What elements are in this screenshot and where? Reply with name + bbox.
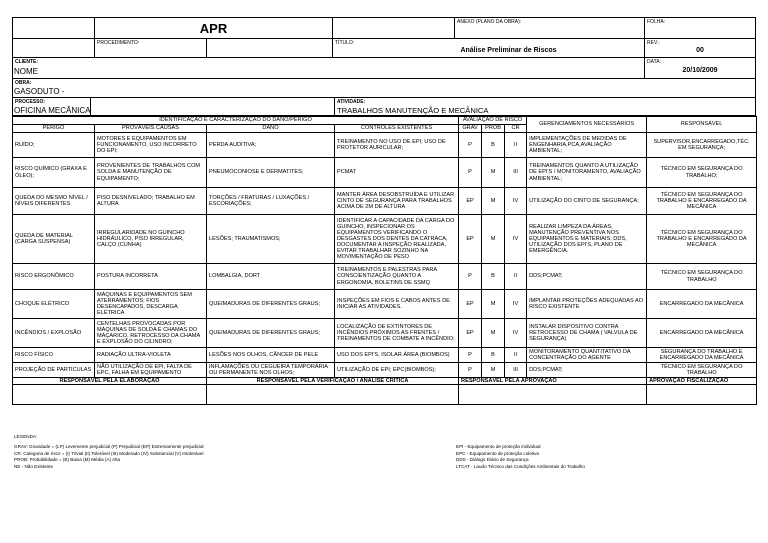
cell-cr: III xyxy=(505,363,527,378)
table-row xyxy=(13,188,757,215)
cell-prob: M xyxy=(482,158,505,188)
cell-gerenciamentos: TREINAMENTOS QUANTO A UTILIZAÇÃO DE EPI'S / MONITORAMENTO, AVALIAÇÃO AMBIENTAL; xyxy=(527,158,647,188)
cell-responsavel: TÉCNICO EM SEGURANÇA DO TRABALHO E ENCARREGADO DA MECÂNICA xyxy=(647,188,757,215)
sig-elaboracao: RESPONSÁVEL PELA ELABORAÇÃO xyxy=(13,378,207,385)
cell-cr: IV xyxy=(505,290,527,319)
cell-responsavel: SUPERVISOR,ENCARREGADO,TÉC. EM SEGURANÇA; xyxy=(647,133,757,158)
cell-grav: EP xyxy=(459,290,482,319)
logo-box xyxy=(13,18,95,39)
legend-title: LEGENDA: xyxy=(14,434,38,439)
legend-item: DDS - Diálogo Diário de Segurança xyxy=(456,457,529,463)
atividade-box xyxy=(335,98,755,116)
cell-prob: B xyxy=(482,348,505,363)
cell-prob: B xyxy=(482,264,505,290)
cell-controles: TREINAMENTO NO USO DE EPI; USO DE PROTETOR AURICULAR; xyxy=(335,133,459,158)
cell-perigo: INCÊNDIOS / EXPLOSÃO xyxy=(13,319,95,348)
cell-cr: IV xyxy=(505,188,527,215)
cell-cr: IV xyxy=(505,319,527,348)
cell-controles: IDENTIFICAR A CAPACIDADE DA CARGA DO GUINCHO, INSPECIONAR OS EQUIPAMENTOS VERIFICANDO O DESGASTES DOS DENTES DA CATRACA, DOCUMENTAR A INSPEÇÃO REALIZADA, EVITAR TRABALHAR SOZINHO NA MOVIMENTAÇÃO DE PESO xyxy=(335,215,459,264)
cell-causas: MOTORES E EQUIPAMENTOS EM FUNCIONAMENTO, USO INCORRETO DO EPI; xyxy=(95,133,207,158)
cliente-label: CLIENTE: xyxy=(15,59,39,65)
cell-prob: M xyxy=(482,188,505,215)
col-causas: PROVÁVEIS CAUSAS xyxy=(95,125,207,133)
table-row xyxy=(13,363,757,378)
cell-cr: II xyxy=(505,264,527,290)
header-row-5 xyxy=(12,98,756,116)
signature-row xyxy=(13,385,757,405)
group-identificacao: IDENTIFICAÇÃO E CARACTERIZAÇÃO DO DANO/PERIGO xyxy=(13,117,459,125)
cell-dano: PERDA AUDITIVA; xyxy=(207,133,335,158)
blank-box xyxy=(333,18,455,39)
cell-dano: TORÇÕES / FRATURAS / LUXAÇÕES / ESCORIAÇÕES; xyxy=(207,188,335,215)
cell-controles: UTILIZAÇÃO DE EPI; EPC(BIOMBOS); xyxy=(335,363,459,378)
cell-causas: POSTURA INCORRETA xyxy=(95,264,207,290)
risk-table xyxy=(12,116,757,405)
anexo-label: ANEXO (PLANO DA OBRA): xyxy=(457,19,522,25)
titulo-value: Análise Preliminar de Riscos xyxy=(460,47,557,54)
rev-label: REV.: xyxy=(647,40,660,46)
cell-prob: M xyxy=(482,215,505,264)
cell-grav: EP xyxy=(459,319,482,348)
anexo-box xyxy=(455,18,645,39)
cell-causas: IRREGULARIDADE NO GUINCHO HIDRÁULICO, PISO IRREGULAR, CALÇO (CUNHA) xyxy=(95,215,207,264)
cell-perigo: RISCO ERGONÔMICO xyxy=(13,264,95,290)
cell-gerenciamentos: UTILIZAÇÃO DO CINTO DE SEGURANÇA; xyxy=(527,188,647,215)
cell-causas: NÃO UTILIZAÇÃO DE EPI, FALTA DE EPC, FALHA EM EQUIPAMENTO xyxy=(95,363,207,378)
table-row xyxy=(13,133,757,158)
table-row xyxy=(13,348,757,363)
cell-cr: II xyxy=(505,348,527,363)
cell-prob: M xyxy=(482,319,505,348)
cell-controles: LOCALIZAÇÃO DE EXTINTORES DE INCÊNDIOS PRÓXIMOS AS FRENTES / TREINAMENTOS DE COMBATE A INCÊNDIO; xyxy=(335,319,459,348)
cell-prob: B xyxy=(482,133,505,158)
sig-aprovacao: RESPONSÁVEL PELA APROVAÇÃO xyxy=(459,378,647,385)
title-box xyxy=(95,18,333,39)
cell-responsavel: TÉCNICO EM SEGURANÇA DO TRABALHO; xyxy=(647,158,757,188)
col-grav: GRAV xyxy=(459,125,482,133)
processo-box xyxy=(13,98,91,116)
folha-label: FOLHA: xyxy=(647,19,666,25)
logo-box-lower xyxy=(13,39,95,58)
cell-controles: INSPEÇÕES EM FIOS E CABOS ANTES DE INICIAR AS ATIVIDADES. xyxy=(335,290,459,319)
cell-grav: P xyxy=(459,158,482,188)
table-row xyxy=(13,215,757,264)
cell-perigo: QUEDA DO MESMO NÍVEL / NÍVEIS DIFERENTES xyxy=(13,188,95,215)
cell-causas: CENTELHAS PROVOCADAS POR MÁQUINAS DE SOLDA E CHAMAS DO MAÇARICO, RETROCESSO DA CHAMA E EXPLOSÃO DO CILINDRO; xyxy=(95,319,207,348)
processo-label: PROCESSO: xyxy=(15,99,46,105)
sig-aprovacao-field[interactable] xyxy=(459,385,647,405)
table-row xyxy=(13,264,757,290)
cell-responsavel: ENCARREGADO DA MECÂNICA xyxy=(647,319,757,348)
cell-controles: TREINAMENTOS E PALESTRAS PARA CONSCIENTIZAÇÃO QUANTO A ERGONOMIA, BOLETINS DE SSMQ xyxy=(335,264,459,290)
folha-box xyxy=(645,18,755,39)
cell-responsavel: SEGURANÇA DO TRABALHO E ENCARREGADO DA MECÂNICA xyxy=(647,348,757,363)
cell-dano: LESÕES; TRAUMATISMOS; xyxy=(207,215,335,264)
cell-dano: LESÕES NOS OLHOS, CÂNCER DE PELE xyxy=(207,348,335,363)
legend-right xyxy=(456,444,756,471)
cell-perigo: RISCO QUÍMICO (GRAXA E ÓLEO); xyxy=(13,158,95,188)
cell-gerenciamentos: DDS;PCMAT; xyxy=(527,264,647,290)
procedimento-box xyxy=(95,39,207,58)
table-group-header xyxy=(13,117,757,125)
cell-gerenciamentos: MONITORAMENTO QUANTITATIVO DA CONCENTRAÇÃO DO AGENTE xyxy=(527,348,647,363)
cell-responsavel: TÉCNICO EM SEGURANÇA DO TRABALHO xyxy=(647,363,757,378)
legend-item: LTCAT - Laudo Técnico das Condições Ambientais do Trabalho xyxy=(456,464,585,470)
cell-prob: M xyxy=(482,363,505,378)
cell-causas: MÁQUINAS E EQUIPAMENTOS SEM ATERRAMENTOS; FIOS DESENCAPADOS, DESCARGA ELÉTRICA xyxy=(95,290,207,319)
cell-grav: P xyxy=(459,348,482,363)
legend-item: NE - Não Existente xyxy=(14,464,54,470)
cliente-value: NOME xyxy=(14,67,38,76)
cell-controles: PCMAT xyxy=(335,158,459,188)
col-controles: CONTROLES EXISTENTES xyxy=(335,125,459,133)
cell-perigo: RUÍDO; xyxy=(13,133,95,158)
rev-box xyxy=(645,39,755,58)
cell-cr: III xyxy=(505,158,527,188)
table-row xyxy=(13,158,757,188)
cell-gerenciamentos: REALIZAR LIMPEZA DA ÁREAS, MANUTENÇÃO PREVENTIVA NOS EQUIPAMENTOS E MATERIAIS; DDS, UTILIZAÇÃO DOS EPI'S, PLANO DE EMERGÊNCIA. xyxy=(527,215,647,264)
cell-dano: QUEIMADURAS DE DIFERENTES GRAUS; xyxy=(207,319,335,348)
rev-value: 00 xyxy=(696,47,704,54)
obra-label: OBRA: xyxy=(15,80,32,86)
legend-item: PROB: Probabilidade = (B) Baixa (M) Média (A) Alta xyxy=(14,457,121,463)
sig-fiscalizacao: APROVAÇÃO FISCALIZAÇÃO xyxy=(647,378,757,385)
col-cr: CR xyxy=(505,125,527,133)
cliente-box xyxy=(13,58,645,79)
cell-causas: PISO DESNIVELADO; TRABALHO EM ALTURA xyxy=(95,188,207,215)
cell-responsavel: TÉCNICO EM SEGURANÇA DO TRABALHO xyxy=(647,264,757,290)
cell-dano: LOMBALGIA, DORT xyxy=(207,264,335,290)
legend-item: EPI - Equipamento de proteção individual xyxy=(456,444,541,449)
sig-elaboracao-field[interactable] xyxy=(13,385,207,405)
header-row-1 xyxy=(12,17,756,39)
table-row xyxy=(13,290,757,319)
legend-item: GRAV: Gravidade = (LP) Levemente prejudicial (P) Prejudicial (EP) Extremamente prejudicial xyxy=(14,444,204,449)
atividade-value: TRABALHOS MANUTENÇÃO E MECÂNICA xyxy=(337,106,489,115)
col-perigo: PERIGO xyxy=(13,125,95,133)
cell-dano: PNEUMOCONIOSE E DERMATITES; xyxy=(207,158,335,188)
cell-grav: P xyxy=(459,363,482,378)
titulo-label: TÍTULO: xyxy=(335,40,355,46)
titulo-box xyxy=(333,39,645,58)
obra-box xyxy=(13,79,755,98)
cell-perigo: PROJEÇÃO DE PARTÍCULAS xyxy=(13,363,95,378)
cell-grav: P xyxy=(459,133,482,158)
col-responsavel: RESPONSÁVEL xyxy=(647,117,757,133)
cell-grav: EP xyxy=(459,188,482,215)
cell-causas: RADIAÇÃO ULTRA-VIOLETA xyxy=(95,348,207,363)
apr-form xyxy=(12,17,756,470)
cell-responsavel: TÉCNICO EM SEGURANÇA DO TRABALHO E ENCARREGADO DA MECÂNICA xyxy=(647,215,757,264)
sig-verificacao: RESPONSÁVEL PELA VERIFICAÇÃO / ANÁLISE CRÍTICA xyxy=(207,378,459,385)
header-row-4 xyxy=(12,79,756,98)
cell-cr: IV xyxy=(505,215,527,264)
procedimento-value-box xyxy=(207,39,333,58)
cell-perigo: CHOQUE ELÉTRICO xyxy=(13,290,95,319)
cell-dano: INFLAMAÇÕES OU CEGUEIRA TEMPORÁRIA OU PERMANENTE NOS OLHOS; xyxy=(207,363,335,378)
cell-grav: P xyxy=(459,264,482,290)
data-value: 20/10/2009 xyxy=(682,67,718,74)
cell-controles: MANTER ÁREA DESOBSTRUÍDA E UTILIZAR CINTO DE SEGURANÇA PARA TRABALHOS ACIMA DE 2M DE ALTURA xyxy=(335,188,459,215)
legend-item: CR: Categoria de risco = (I) Trivial (II) Tolerável (III) Moderado (IV) Substancial (V) Intolerável xyxy=(14,450,204,456)
header-row-2 xyxy=(12,39,756,58)
col-prob: PROB xyxy=(482,125,505,133)
cell-perigo: RISCO FÍSICO xyxy=(13,348,95,363)
legend-item: EPC - Equipamento de proteção coletiva xyxy=(456,450,539,456)
data-box xyxy=(645,58,755,79)
group-avaliacao: AVALIAÇÃO DE RISCO xyxy=(459,117,527,125)
header-row-3 xyxy=(12,58,756,79)
legend-left xyxy=(14,444,444,471)
cell-controles: USO DOS EPI'S, ISOLAR ÁREA (BIOMBOS) xyxy=(335,348,459,363)
cell-gerenciamentos: IMPLEMENTAÇÕES DE MEDIDAS DE ENGENHARIA,PCA,AVALIAÇÃO AMBIENTAL; xyxy=(527,133,647,158)
cell-prob: M xyxy=(482,290,505,319)
cell-cr: II xyxy=(505,133,527,158)
cell-grav: EP xyxy=(459,215,482,264)
cell-gerenciamentos: INSTALAR DISPOSITIVO CONTRA RETROCESSO DE CHAMA ( VALVULA DE SEGURANÇA) xyxy=(527,319,647,348)
cell-dano: QUEIMADURAS DE DIFERENTES GRAUS; xyxy=(207,290,335,319)
table-row xyxy=(13,319,757,348)
sig-verificacao-field[interactable] xyxy=(207,385,459,405)
obra-value: GASODUTO - xyxy=(14,87,65,96)
cell-gerenciamentos: IMPLANTAR PROTEÇÕES ADEQUADAS AO RISCO EXISTENTE xyxy=(527,290,647,319)
procedimento-label: PROCEDIMENTO: xyxy=(97,40,140,46)
atividade-label: ATIVIDADE: xyxy=(337,99,366,105)
sig-fiscalizacao-field[interactable] xyxy=(647,385,757,405)
cell-responsavel: ENCARREGADO DA MECÂNICA xyxy=(647,290,757,319)
signature-header-row xyxy=(13,378,757,385)
processo-extra-box xyxy=(91,98,335,116)
cell-causas: PROVENIENTES DE TRABALHOS COM SOLDA E MANUTENÇÃO DE EQUIPAMENTO; xyxy=(95,158,207,188)
cell-perigo: QUEDA DE MATERIAL (CARGA SUSPENSA) xyxy=(13,215,95,264)
page-title: APR xyxy=(199,21,228,36)
col-gerenciamentos: GERENCIAMENTOS NECESSÁRIOS xyxy=(527,117,647,133)
cell-gerenciamentos: DDS;PCMAT; xyxy=(527,363,647,378)
processo-value: OFICINA MECÂNICA xyxy=(14,106,91,115)
col-dano: DANO xyxy=(207,125,335,133)
data-label: DATA: xyxy=(647,59,661,65)
